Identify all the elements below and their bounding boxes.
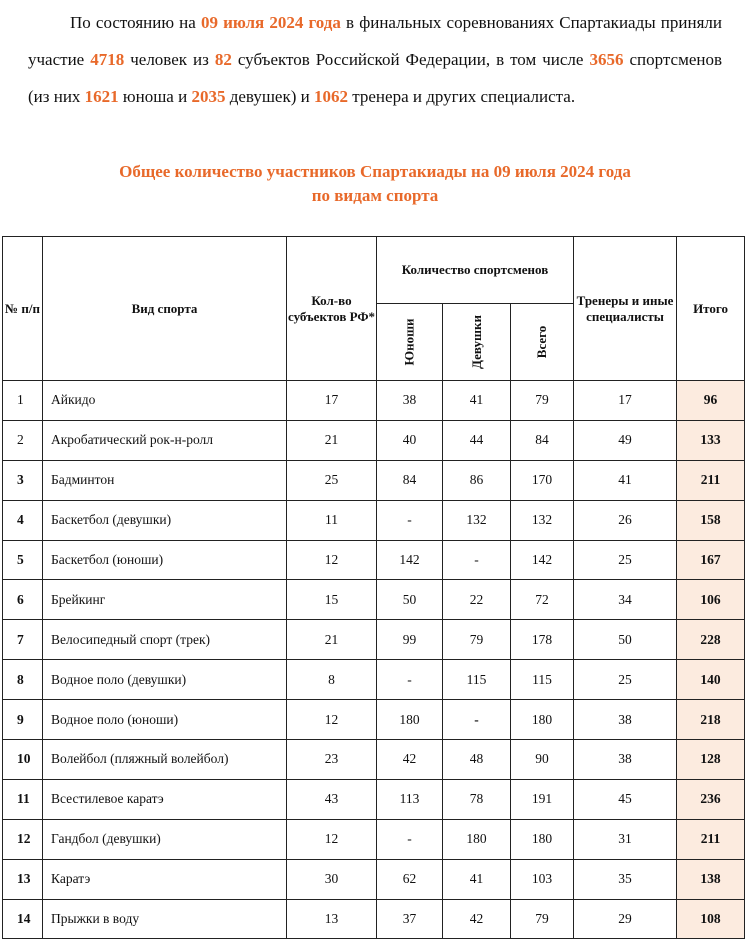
cell-num: 11 bbox=[3, 779, 43, 819]
cell-all: 79 bbox=[511, 381, 574, 421]
cell-girls: 22 bbox=[443, 580, 511, 620]
table-row bbox=[3, 460, 745, 500]
cell-girls: 180 bbox=[443, 819, 511, 859]
cell-all: 90 bbox=[511, 740, 574, 780]
cell-all: 72 bbox=[511, 580, 574, 620]
table-row bbox=[3, 819, 745, 859]
cell-regions: 15 bbox=[287, 580, 377, 620]
cell-girls: - bbox=[443, 540, 511, 580]
cell-sport: Каратэ bbox=[43, 859, 287, 899]
cell-total: 106 bbox=[677, 580, 745, 620]
intro-coaches-count: 1062 bbox=[314, 87, 348, 106]
header-athletes-group: Количество спортсменов bbox=[377, 237, 574, 304]
cell-sport: Велосипедный спорт (трек) bbox=[43, 620, 287, 660]
cell-coaches: 38 bbox=[574, 740, 677, 780]
cell-regions: 21 bbox=[287, 420, 377, 460]
cell-total: 211 bbox=[677, 460, 745, 500]
cell-boys: 142 bbox=[377, 540, 443, 580]
cell-girls: - bbox=[443, 700, 511, 740]
cell-girls: 41 bbox=[443, 381, 511, 421]
cell-num: 1 bbox=[3, 381, 43, 421]
cell-boys: 99 bbox=[377, 620, 443, 660]
cell-all: 180 bbox=[511, 819, 574, 859]
cell-regions: 23 bbox=[287, 740, 377, 780]
table-row bbox=[3, 700, 745, 740]
cell-regions: 30 bbox=[287, 859, 377, 899]
table-row bbox=[3, 500, 745, 540]
cell-coaches: 45 bbox=[574, 779, 677, 819]
intro-date: 09 июля 2024 года bbox=[200, 13, 341, 32]
table-row bbox=[3, 660, 745, 700]
cell-total: 218 bbox=[677, 700, 745, 740]
cell-girls: 48 bbox=[443, 740, 511, 780]
cell-num: 6 bbox=[3, 580, 43, 620]
cell-boys: 42 bbox=[377, 740, 443, 780]
cell-regions: 11 bbox=[287, 500, 377, 540]
cell-regions: 25 bbox=[287, 460, 377, 500]
intro-text-part: По состоянию на bbox=[70, 13, 201, 32]
cell-total: 140 bbox=[677, 660, 745, 700]
intro-text bbox=[28, 4, 722, 115]
cell-sport: Прыжки в воду bbox=[43, 899, 287, 939]
intro-text-part: в финальных соревнованиях Спартакиады приняли участие bbox=[28, 13, 722, 69]
intro-text-part: юноша и bbox=[118, 87, 192, 106]
header-total-athletes bbox=[511, 304, 574, 381]
cell-boys: 40 bbox=[377, 420, 443, 460]
cell-total: 236 bbox=[677, 779, 745, 819]
cell-coaches: 49 bbox=[574, 420, 677, 460]
table-row bbox=[3, 899, 745, 939]
cell-total: 128 bbox=[677, 740, 745, 780]
cell-coaches: 29 bbox=[574, 899, 677, 939]
header-girls-label: Девушки bbox=[468, 315, 484, 369]
table-row bbox=[3, 859, 745, 899]
cell-all: 132 bbox=[511, 500, 574, 540]
cell-num: 13 bbox=[3, 859, 43, 899]
header-num: № п/п bbox=[3, 237, 43, 381]
cell-all: 180 bbox=[511, 700, 574, 740]
cell-total: 211 bbox=[677, 819, 745, 859]
cell-total: 96 bbox=[677, 381, 745, 421]
cell-sport: Всестилевое каратэ bbox=[43, 779, 287, 819]
cell-sport: Баскетбол (юноши) bbox=[43, 540, 287, 580]
cell-total: 138 bbox=[677, 859, 745, 899]
intro-athletes-count: 3656 bbox=[589, 50, 624, 69]
intro-regions-count: 82 bbox=[214, 50, 232, 69]
intro-girls-count: 2035 bbox=[191, 87, 226, 106]
cell-girls: 79 bbox=[443, 620, 511, 660]
cell-num: 5 bbox=[3, 540, 43, 580]
cell-girls: 42 bbox=[443, 899, 511, 939]
table-row bbox=[3, 779, 745, 819]
cell-boys: 37 bbox=[377, 899, 443, 939]
cell-girls: 115 bbox=[443, 660, 511, 700]
cell-regions: 12 bbox=[287, 700, 377, 740]
cell-sport: Бадминтон bbox=[43, 460, 287, 500]
table-title bbox=[0, 160, 750, 208]
table-row bbox=[3, 420, 745, 460]
cell-num: 3 bbox=[3, 460, 43, 500]
cell-regions: 12 bbox=[287, 540, 377, 580]
intro-text-part: девушек) и bbox=[225, 87, 314, 106]
cell-all: 103 bbox=[511, 859, 574, 899]
cell-girls: 44 bbox=[443, 420, 511, 460]
table-row bbox=[3, 740, 745, 780]
header-regions: Кол-во субъектов РФ* bbox=[287, 237, 377, 381]
intro-text-part: спортсменов (из них bbox=[28, 50, 722, 106]
cell-sport: Волейбол (пляжный волейбол) bbox=[43, 740, 287, 780]
intro-text-part: человек из bbox=[124, 50, 215, 69]
cell-coaches: 34 bbox=[574, 580, 677, 620]
table-row bbox=[3, 540, 745, 580]
cell-girls: 78 bbox=[443, 779, 511, 819]
cell-num: 12 bbox=[3, 819, 43, 859]
cell-girls: 86 bbox=[443, 460, 511, 500]
cell-sport: Водное поло (юноши) bbox=[43, 700, 287, 740]
cell-regions: 8 bbox=[287, 660, 377, 700]
header-total-athletes-label: Всего bbox=[534, 325, 550, 359]
cell-sport: Айкидо bbox=[43, 381, 287, 421]
participants-table bbox=[2, 236, 745, 939]
cell-boys: - bbox=[377, 500, 443, 540]
cell-regions: 21 bbox=[287, 620, 377, 660]
cell-all: 191 bbox=[511, 779, 574, 819]
cell-num: 10 bbox=[3, 740, 43, 780]
header-boys-label: Юноши bbox=[401, 318, 417, 366]
table-title-line2: по видам спорта bbox=[311, 186, 439, 205]
cell-all: 142 bbox=[511, 540, 574, 580]
cell-sport: Акробатический рок-н-ролл bbox=[43, 420, 287, 460]
table-row bbox=[3, 580, 745, 620]
cell-all: 178 bbox=[511, 620, 574, 660]
cell-coaches: 26 bbox=[574, 500, 677, 540]
cell-total: 228 bbox=[677, 620, 745, 660]
cell-boys: 180 bbox=[377, 700, 443, 740]
table-title-line1: Общее количество участников Спартакиады на 09 июля 2024 года bbox=[119, 162, 631, 181]
intro-text-part: тренера и других специалиста. bbox=[348, 87, 576, 106]
cell-total: 108 bbox=[677, 899, 745, 939]
cell-all: 115 bbox=[511, 660, 574, 700]
cell-num: 8 bbox=[3, 660, 43, 700]
header-boys bbox=[377, 304, 443, 381]
intro-boys-count: 1621 bbox=[84, 87, 119, 106]
cell-coaches: 35 bbox=[574, 859, 677, 899]
intro-participants-count: 4718 bbox=[90, 50, 125, 69]
cell-regions: 17 bbox=[287, 381, 377, 421]
cell-boys: - bbox=[377, 660, 443, 700]
cell-all: 84 bbox=[511, 420, 574, 460]
cell-total: 167 bbox=[677, 540, 745, 580]
cell-boys: 113 bbox=[377, 779, 443, 819]
cell-sport: Баскетбол (девушки) bbox=[43, 500, 287, 540]
cell-num: 14 bbox=[3, 899, 43, 939]
cell-all: 170 bbox=[511, 460, 574, 500]
cell-coaches: 17 bbox=[574, 381, 677, 421]
cell-girls: 132 bbox=[443, 500, 511, 540]
header-sport: Вид спорта bbox=[43, 237, 287, 381]
cell-coaches: 38 bbox=[574, 700, 677, 740]
cell-coaches: 25 bbox=[574, 660, 677, 700]
table-row bbox=[3, 620, 745, 660]
cell-boys: 38 bbox=[377, 381, 443, 421]
cell-boys: 62 bbox=[377, 859, 443, 899]
cell-boys: - bbox=[377, 819, 443, 859]
cell-sport: Гандбол (девушки) bbox=[43, 819, 287, 859]
cell-total: 158 bbox=[677, 500, 745, 540]
header-total: Итого bbox=[677, 237, 745, 381]
cell-num: 7 bbox=[3, 620, 43, 660]
cell-coaches: 41 bbox=[574, 460, 677, 500]
cell-regions: 43 bbox=[287, 779, 377, 819]
cell-coaches: 31 bbox=[574, 819, 677, 859]
cell-num: 9 bbox=[3, 700, 43, 740]
cell-sport: Водное поло (девушки) bbox=[43, 660, 287, 700]
cell-girls: 41 bbox=[443, 859, 511, 899]
header-girls bbox=[443, 304, 511, 381]
cell-num: 2 bbox=[3, 420, 43, 460]
cell-regions: 13 bbox=[287, 899, 377, 939]
cell-coaches: 50 bbox=[574, 620, 677, 660]
cell-boys: 84 bbox=[377, 460, 443, 500]
cell-regions: 12 bbox=[287, 819, 377, 859]
cell-sport: Брейкинг bbox=[43, 580, 287, 620]
cell-coaches: 25 bbox=[574, 540, 677, 580]
cell-all: 79 bbox=[511, 899, 574, 939]
cell-boys: 50 bbox=[377, 580, 443, 620]
intro-text-part: субъектов Российской Федерации, в том числе bbox=[231, 50, 590, 69]
header-coaches: Тренеры и иные специалисты bbox=[574, 237, 677, 381]
cell-num: 4 bbox=[3, 500, 43, 540]
cell-total: 133 bbox=[677, 420, 745, 460]
table-row bbox=[3, 381, 745, 421]
intro-paragraph bbox=[28, 4, 722, 115]
